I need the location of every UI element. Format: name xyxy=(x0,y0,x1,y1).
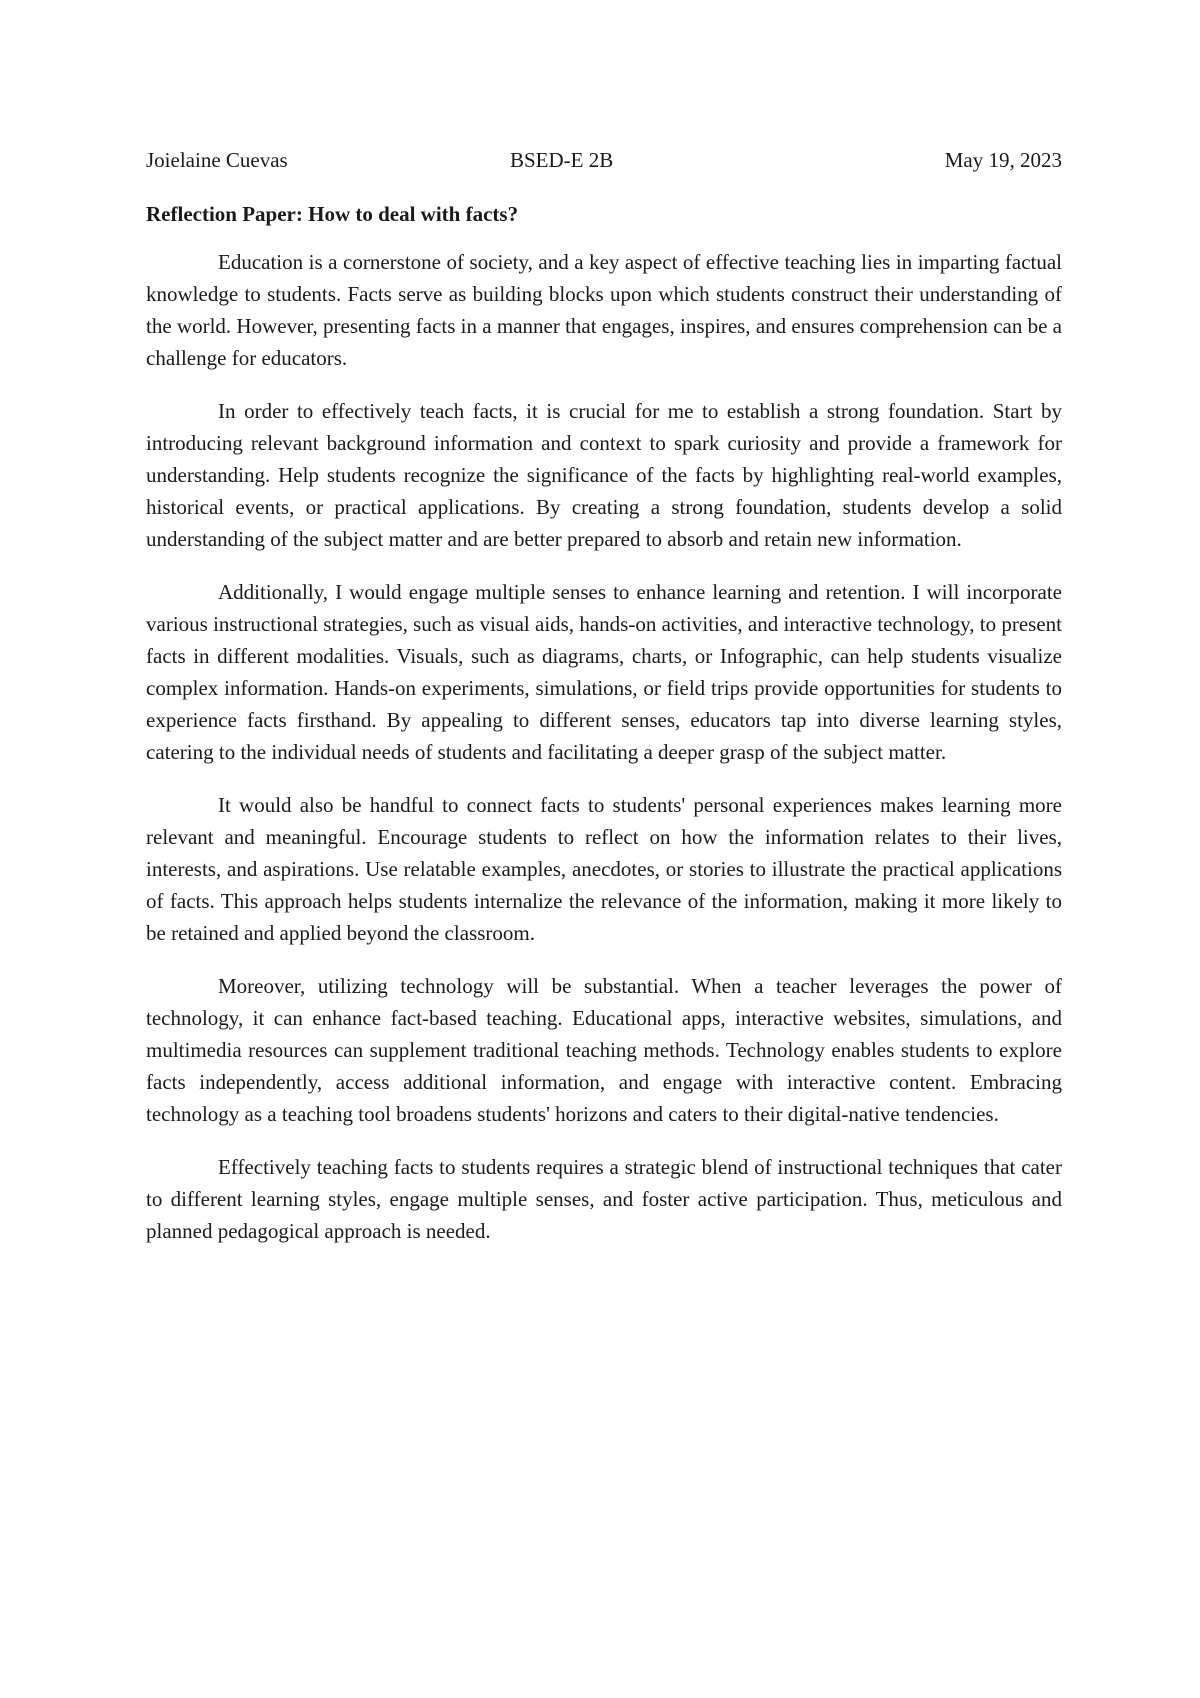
document-date: May 19, 2023 xyxy=(944,148,1062,172)
paragraph: Education is a cornerstone of society, and a key aspect of effective teaching lies in imparting factual knowledge to students. Facts serve as building blocks upon which students construct their understanding of the world. However, presenting facts in a manner that engages, inspires, and ensures comprehension can be a challenge for educators. xyxy=(146,250,1062,370)
paragraph: It would also be handful to connect facts to students' personal experiences makes learning more relevant and meaningful. Encourage students to reflect on how the information relates to their lives, interests, and aspirations. Use relatable examples, anecdotes, or stories to illustrate the practical applications of facts. This approach helps students internalize the relevance of the information, making it more likely to be retained and applied beyond the classroom. xyxy=(146,793,1062,945)
document-title: Reflection Paper: How to deal with facts? xyxy=(146,202,519,226)
paragraph: Additionally, I would engage multiple senses to enhance learning and retention. I will incorporate various instructional strategies, such as visual aids, hands-on activities, and interactive technology, to present facts in different modalities. Visuals, such as diagrams, charts, or Infographic, can help students visualize complex information. Hands-on experiments, simulations, or field trips provide opportunities for students to experience facts firsthand. By appealing to different senses, educators tap into diverse learning styles, catering to the individual needs of students and facilitating a deeper grasp of the subject matter. xyxy=(146,580,1062,764)
author-name: Joielaine Cuevas xyxy=(146,148,288,172)
document-body xyxy=(146,144,1062,1268)
header-row xyxy=(146,144,1062,176)
class-section: BSED-E 2B xyxy=(510,148,614,172)
paragraph: In order to effectively teach facts, it is crucial for me to establish a strong foundation. Start by introducing relevant background information and context to spark curiosity and provide a framework for understanding. Help students recognize the significance of the facts by highlighting real-world examples, historical events, or practical applications. By creating a strong foundation, students develop a solid understanding of the subject matter and are better prepared to absorb and retain new information. xyxy=(146,399,1062,551)
paragraph: Moreover, utilizing technology will be substantial. When a teacher leverages the power of technology, it can enhance fact-based teaching. Educational apps, interactive websites, simulations, and multimedia resources can supplement traditional teaching methods. Technology enables students to explore facts independently, access additional information, and engage with interactive content. Embracing technology as a teaching tool broadens students' horizons and caters to their digital-native tendencies. xyxy=(146,974,1062,1126)
paragraph: Effectively teaching facts to students requires a strategic blend of instructional techniques that cater to different learning styles, engage multiple senses, and foster active participation. Thus, meticulous and planned pedagogical approach is needed. xyxy=(146,1155,1062,1243)
